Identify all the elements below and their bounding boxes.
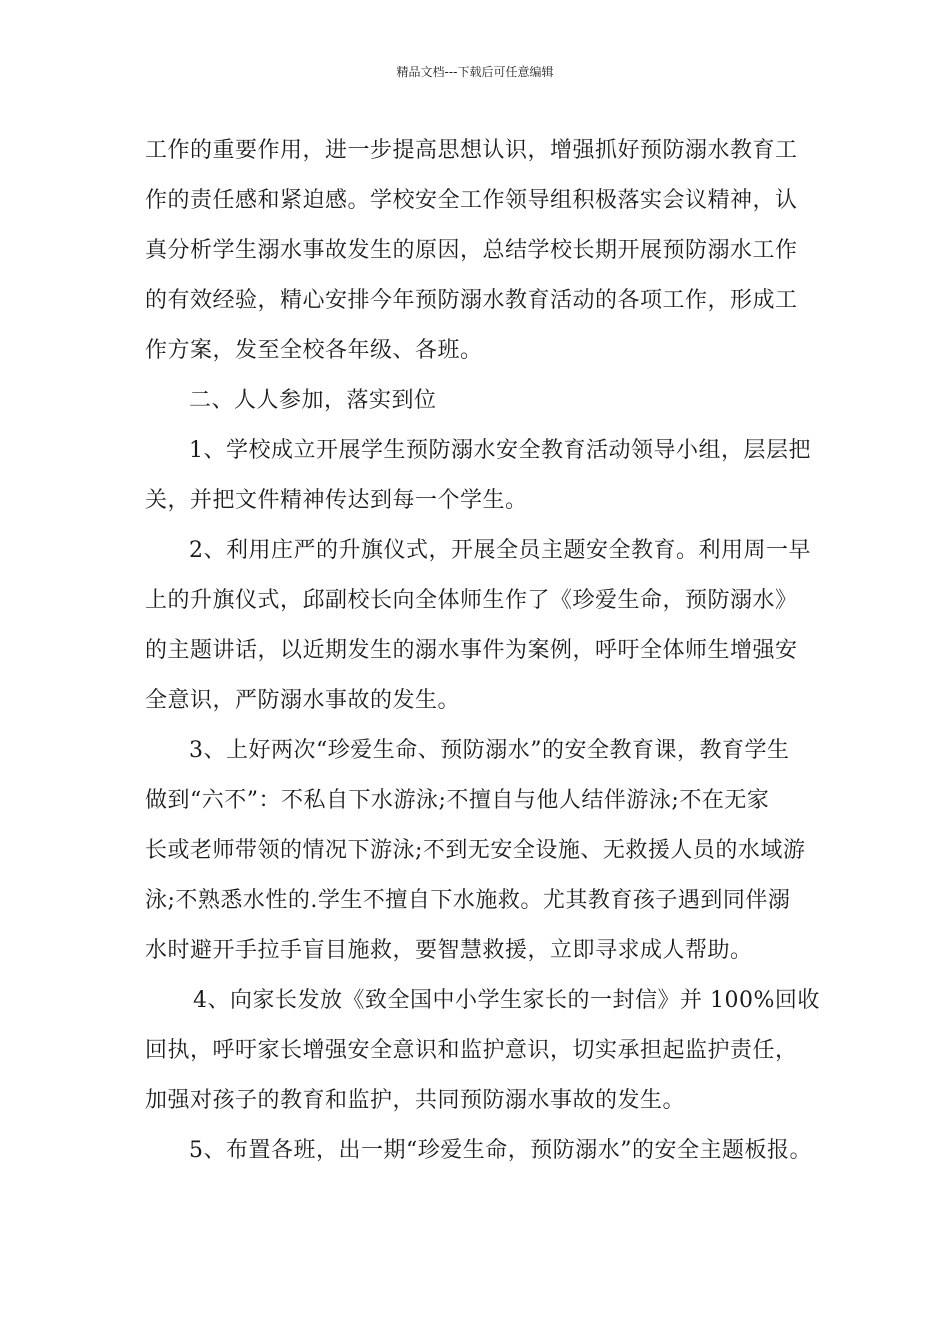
text-line: 工作的重要作用，进一步提高思想认识，增强抓好预防溺水教育工 xyxy=(145,138,798,163)
text-line: 的有效经验，精心安排今年预防溺水教育活动的各项工作，形成工 xyxy=(145,288,798,313)
text-line: 真分析学生溺水事故发生的原因，总结学校长期开展预防溺水工作 xyxy=(145,238,798,263)
text-line: 全意识，严防溺水事故的发生。 xyxy=(145,688,461,713)
document-body xyxy=(145,126,825,1176)
text-line: 3、上好两次“珍爱生命、预防溺水”的安全教育课，教育学生 xyxy=(189,738,790,763)
text-line: 关，并把文件精神传达到每一个学生。 xyxy=(145,488,528,513)
text-line: 的主题讲话，以近期发生的溺水事件为案例，呼吁全体师生增强安 xyxy=(145,638,798,663)
text-line: 泳;不熟悉水性的.学生不擅自下水施救。尤其教育孩子遇到同伴溺 xyxy=(145,888,791,913)
text-line: 4、向家长发放《致全国中小学生家长的一封信》并 100%回收 xyxy=(193,988,820,1013)
text-line: 上的升旗仪式，邱副校长向全体师生作了《珍爱生命，预防溺水》 xyxy=(145,588,798,613)
text-line: 5、布置各班，出一期“珍爱生命，预防溺水”的安全主题板报。 xyxy=(189,1138,812,1163)
page-header: 精品文档---下载后可任意编辑 xyxy=(396,65,554,79)
text-line: 水时避开手拉手盲目施救，要智慧救援，立即寻求成人帮助。 xyxy=(145,938,753,963)
section-heading: 二、人人参加，落实到位 xyxy=(189,388,437,413)
text-line: 作的责任感和紧迫感。学校安全工作领导组积极落实会议精神，认 xyxy=(145,188,798,213)
text-line: 作方案，发至全校各年级、各班。 xyxy=(145,338,483,363)
text-line: 回执，呼吁家长增强安全意识和监护意识，切实承担起监护责任， xyxy=(145,1038,798,1063)
text-line: 加强对孩子的教育和监护，共同预防溺水事故的发生。 xyxy=(145,1088,686,1113)
text-line: 1、学校成立开展学生预防溺水安全教育活动领导小组，层层把 xyxy=(189,438,811,463)
text-line: 做到“六不”：不私自下水游泳;不擅自与他人结伴游泳;不在无家 xyxy=(145,788,770,813)
text-line: 2、利用庄严的升旗仪式，开展全员主题安全教育。利用周一早 xyxy=(189,538,811,563)
text-line: 长或老师带领的情况下游泳;不到无安全设施、无救援人员的水域游 xyxy=(145,838,806,863)
